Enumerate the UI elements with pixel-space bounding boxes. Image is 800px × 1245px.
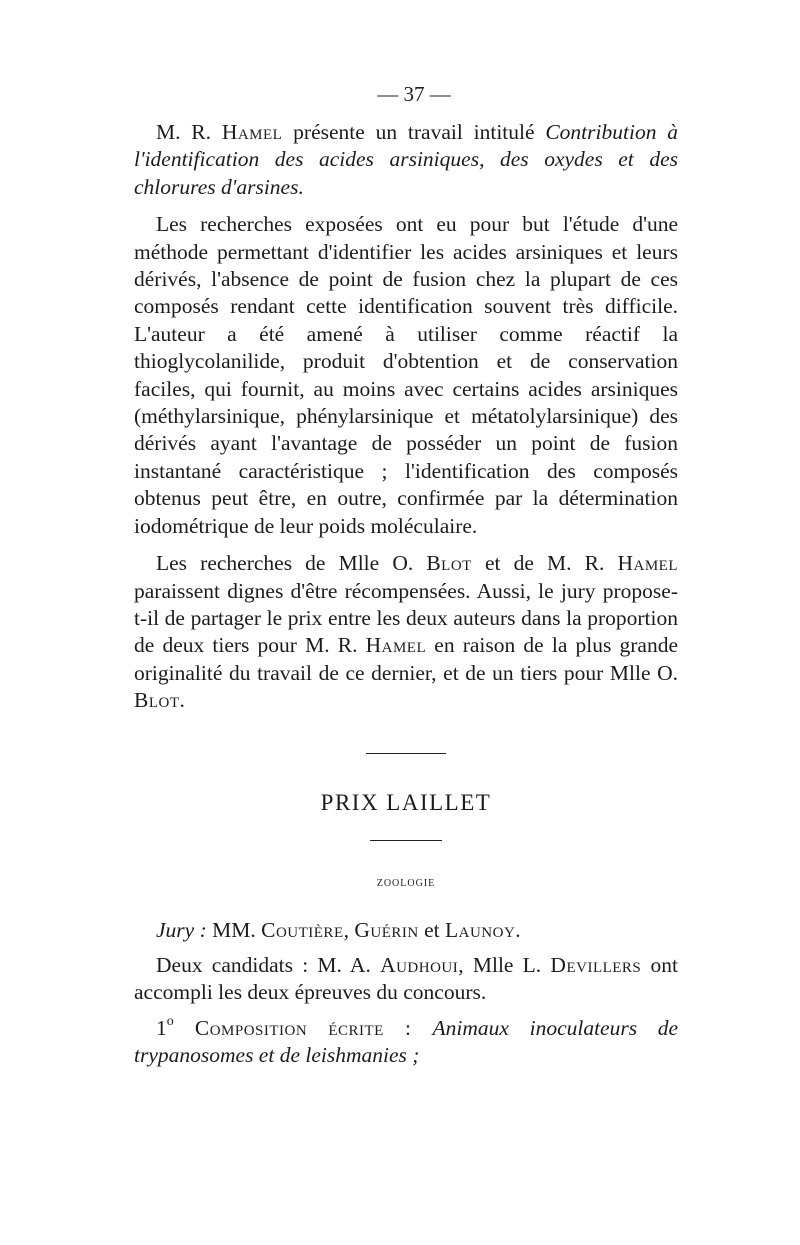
composition-number: 1 xyxy=(156,1015,167,1040)
composition-ordinal: o xyxy=(166,1013,174,1029)
section-title: PRIX LAILLET xyxy=(320,789,492,815)
author-name-hamel: Hamel xyxy=(221,120,283,144)
jury-text: MM. xyxy=(206,917,262,942)
composition-subject: Animaux inoculateurs de trypanosomes et de leishmanies ; xyxy=(134,1015,678,1068)
text-column xyxy=(134,82,678,1070)
jury-member-launoy: Launoy xyxy=(445,917,516,942)
prize-details xyxy=(134,917,678,1070)
jury-member-coutiere: Coutière xyxy=(261,917,344,942)
section-divider-top xyxy=(366,753,446,754)
jury-label: Jury : xyxy=(156,917,207,942)
p1-lead: M. R. xyxy=(156,120,222,144)
cand-text-1: Deux candidats : M. A. xyxy=(156,952,381,977)
author-name-hamel-3: Hamel xyxy=(365,633,427,658)
p3-text-4: en raison de la plus grande originalité du travail de ce dernier, et de un tiers pour Mlle O. xyxy=(134,633,679,685)
author-name-blot: Blot xyxy=(426,551,472,576)
author-name-blot-2: Blot xyxy=(134,688,180,713)
p3-text-3: paraissent dignes d'être récompensées. Aussi, le jury propose-t-il de partager le prix entre les deux auteurs dans la proportion de deux tiers pour M. R. xyxy=(134,578,678,658)
p1-mid: présente un travail intitulé xyxy=(282,120,546,144)
cand-text-2: , Mlle L. xyxy=(458,952,551,977)
jury-member-guerin: Guérin xyxy=(354,917,419,942)
jury-end: . xyxy=(515,917,521,942)
cand-text-3: ont accompli les deux épreuves du concours. xyxy=(134,952,678,1005)
section-subtitle: zoologie xyxy=(376,874,436,890)
work-title: Contribution à l'identification des acides arsiniques, des oxydes et des chlorures d'arsines. xyxy=(134,120,678,199)
jury-sep-2: et xyxy=(418,917,445,942)
jury-sep-1: , xyxy=(343,917,355,942)
author-name-hamel-2: Hamel xyxy=(617,551,678,576)
paragraph-candidates xyxy=(134,952,678,1007)
paragraph-hamel-intro xyxy=(134,119,678,201)
p3-text-5: . xyxy=(179,688,185,713)
paragraph-research: Les recherches exposées ont eu pour but l'étude d'une méthode permettant d'identifier les acides arsiniques et leurs dérivés, l'absence de point de fusion chez la plupart de ces composés rendant cette identification souvent très difficile. L'auteur a été amené à utiliser comme réactif la thioglycolanilide, produit d'obtention et de conservation faciles, qui fournit, au moins avec certains acides arsiniques (méthylarsinique, phénylarsinique et métatolylarsinique) des dérivés ayant l'avantage de posséder un point de fusion instantané caractéristique ; l'identification des composés obtenus peut être, en outre, confirmée par la détermination iodométrique de leur poids moléculaire. xyxy=(134,212,678,538)
candidate-devillers: Devillers xyxy=(550,952,642,977)
candidate-audhoui: Audhoui xyxy=(380,952,459,977)
p3-text-1: Les recherches de Mlle O. xyxy=(156,551,427,576)
page-number: — 37 — xyxy=(377,82,451,106)
paragraph-jury-decision xyxy=(134,550,678,714)
section-divider-bottom xyxy=(370,840,442,841)
p3-text-2: et de M. R. xyxy=(471,551,618,576)
paragraph-composition xyxy=(134,1015,678,1070)
composition-label: Composition écrite : xyxy=(173,1015,433,1040)
paragraph-jury xyxy=(134,917,678,944)
